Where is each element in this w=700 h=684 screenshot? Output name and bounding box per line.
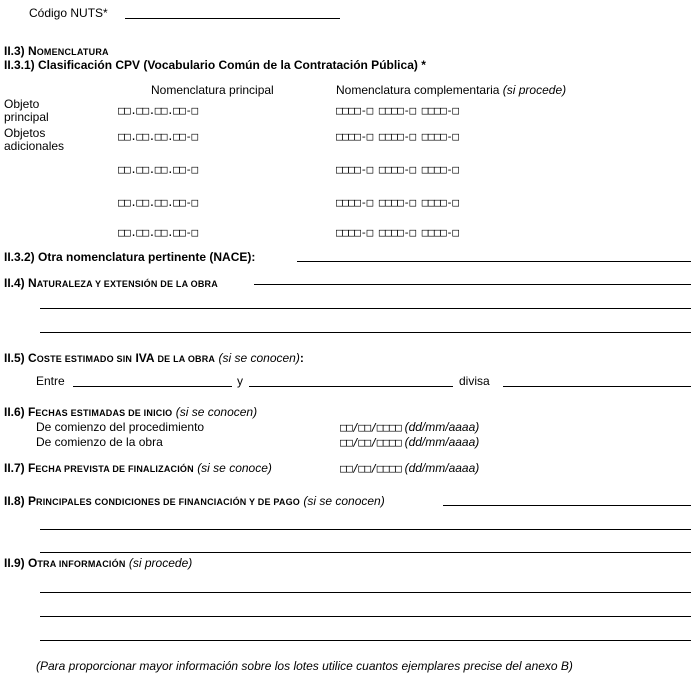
cpv-principal-code-4[interactable]: □□.□□.□□.□□-□ xyxy=(118,196,198,209)
comienzo-procedimiento-label: De comienzo del procedimiento xyxy=(36,420,205,434)
nace-field-line[interactable] xyxy=(297,261,691,262)
cpv-complementary-code-5[interactable]: □□□□-□ □□□□-□ □□□□-□ xyxy=(336,226,459,239)
section-2-7-heading: II.7) FECHA PREVISTA DE FINALIZACIÓN (si se conoce) xyxy=(4,461,272,475)
section-2-4-heading: II.4) NATURALEZA Y EXTENSIÓN DE LA OBRA xyxy=(4,276,218,290)
section-2-3-heading: II.3) NOMENCLATURA xyxy=(4,44,109,58)
cpv-principal-code-2[interactable]: □□.□□.□□.□□-□ xyxy=(118,130,198,143)
cpv-complementary-code-2[interactable]: □□□□-□ □□□□-□ □□□□-□ xyxy=(336,130,459,143)
entre-label: Entre xyxy=(36,374,65,388)
footer-note: (Para proporcionar mayor información sobre los lotes utilice cuantos ejemplares precise del anexo B) xyxy=(36,659,573,673)
objeto-principal-label: Objeto principal xyxy=(4,97,49,124)
section-2-9-heading: II.9) OTRA INFORMACIÓN (si procede) xyxy=(4,556,193,570)
cpv-principal-code-5[interactable]: □□.□□.□□.□□-□ xyxy=(118,226,198,239)
section-2-5-heading: II.5) COSTE ESTIMADO SIN IVA DE LA OBRA (si se conocen): xyxy=(4,351,304,365)
col-complementary-header: Nomenclatura complementaria (si procede) xyxy=(336,83,567,97)
divisa-label: divisa xyxy=(459,374,490,388)
coste-min-field[interactable] xyxy=(73,386,232,387)
y-label: y xyxy=(237,374,243,388)
col-principal-header: Nomenclatura principal xyxy=(151,83,274,97)
section-2-8-heading: II.8) PRINCIPALES CONDICIONES DE FINANCIACIÓN Y DE PAGO (si se conocen) xyxy=(4,494,385,508)
cpv-complementary-code-1[interactable]: □□□□-□ □□□□-□ □□□□-□ xyxy=(336,104,459,117)
otra-info-field-line-2[interactable] xyxy=(40,616,691,617)
comienzo-obra-date[interactable]: □□/□□/□□□□ (dd/mm/aaaa) xyxy=(340,435,480,449)
obra-field-line-2[interactable] xyxy=(40,308,691,309)
obra-field-line-3[interactable] xyxy=(40,332,691,333)
cpv-complementary-code-4[interactable]: □□□□-□ □□□□-□ □□□□-□ xyxy=(336,196,459,209)
comienzo-obra-label: De comienzo de la obra xyxy=(36,435,163,449)
cpv-complementary-code-3[interactable]: □□□□-□ □□□□-□ □□□□-□ xyxy=(336,163,459,176)
cpv-principal-code-3[interactable]: □□.□□.□□.□□-□ xyxy=(118,163,198,176)
objetos-adicionales-label: Objetos adicionales xyxy=(4,126,65,153)
section-2-6-heading: II.6) FECHAS ESTIMADAS DE INICIO (si se conocen) xyxy=(4,405,258,419)
divisa-field[interactable] xyxy=(503,386,691,387)
cpv-title: II.3.1) Clasificación CPV (Vocabulario Común de la Contratación Pública) * xyxy=(4,58,426,72)
comienzo-procedimiento-date[interactable]: □□/□□/□□□□ (dd/mm/aaaa) xyxy=(340,420,480,434)
nuts-field-line[interactable] xyxy=(125,18,340,19)
obra-field-line-1[interactable] xyxy=(254,284,691,285)
financiacion-field-line-3[interactable] xyxy=(40,552,691,553)
finalizacion-date[interactable]: □□/□□/□□□□ (dd/mm/aaaa) xyxy=(340,461,480,475)
nace-label: II.3.2) Otra nomenclatura pertinente (NACE): xyxy=(4,250,256,264)
cpv-principal-code-1[interactable]: □□.□□.□□.□□-□ xyxy=(118,104,198,117)
coste-max-field[interactable] xyxy=(249,386,453,387)
otra-info-field-line-3[interactable] xyxy=(40,640,691,641)
financiacion-field-line-2[interactable] xyxy=(40,529,691,530)
nuts-label: Código NUTS* xyxy=(29,6,108,20)
otra-info-field-line-1[interactable] xyxy=(40,592,691,593)
financiacion-field-line-1[interactable] xyxy=(443,505,691,506)
